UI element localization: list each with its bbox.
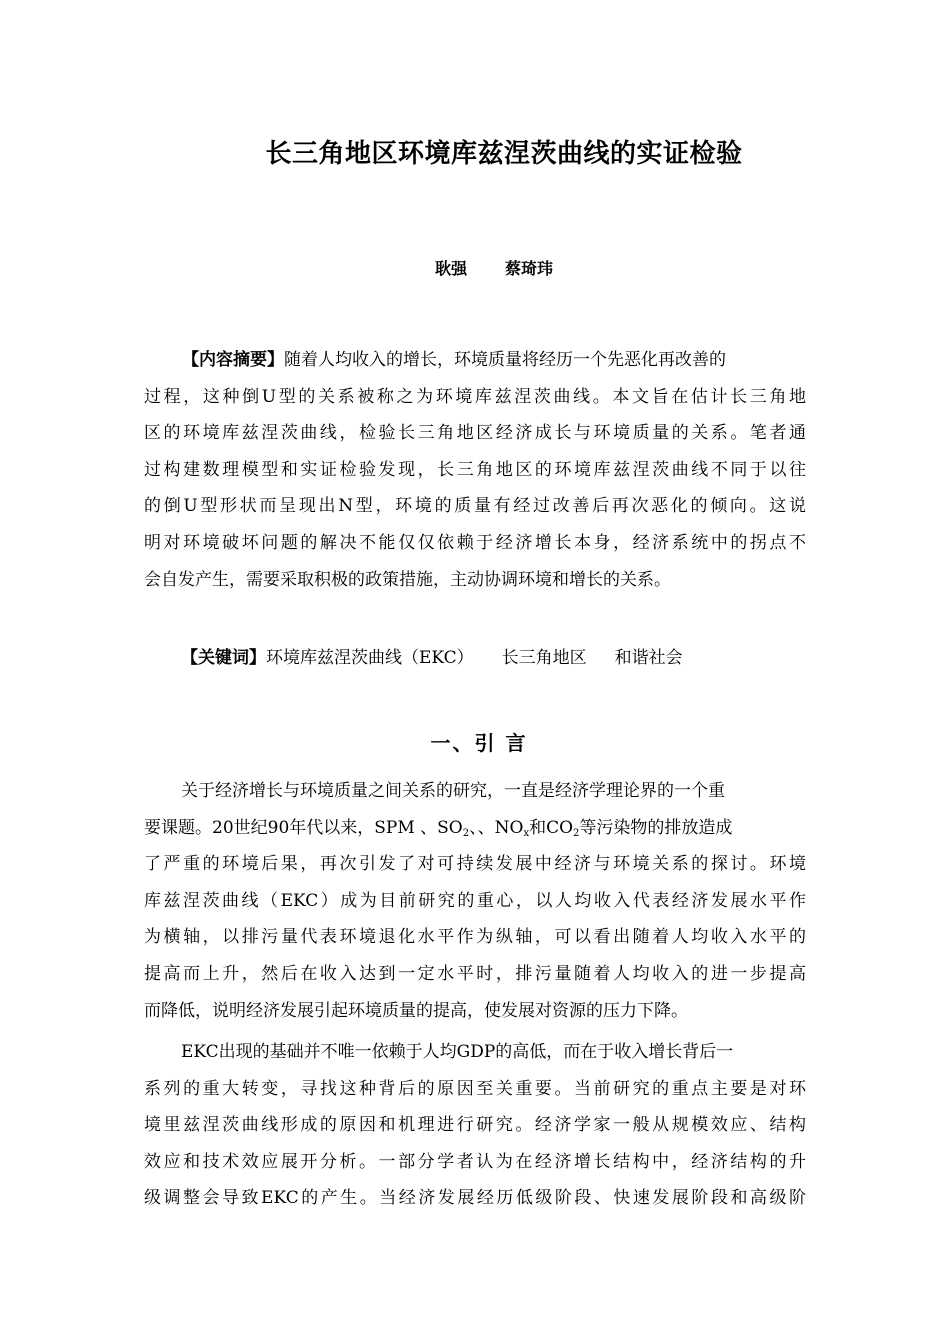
body-paragraph — [144, 1034, 806, 1217]
paragraph-line: 提高而上升，然后在收入达到一定水平时，排污量随着人均收入的进一步提高 — [144, 963, 806, 984]
paragraph-line: 关于经济增长与环境质量之间关系的研究，一直是经济学理论界的一个重 — [181, 781, 725, 801]
paragraph-line: 境里兹涅茨曲线形成的原因和机理进行研究。经济学家一般从规模效应、结构 — [144, 1115, 806, 1136]
paragraph-line: 库兹涅茨曲线（EKC）成为目前研究的重心，以人均收入代表经济发展水平作 — [144, 890, 806, 911]
abstract-line: 明对环境破坏问题的解决不能仅仅依赖于经济增长本身，经济系统中的拐点不 — [144, 532, 806, 553]
abstract-line: 过构建数理模型和实证检验发现，长三角地区的环境库兹涅茨曲线不同于以往 — [144, 459, 806, 480]
paragraph-line: 系列的重大转变，寻找这种背后的原因至关重要。当前研究的重点主要是对环 — [144, 1078, 806, 1099]
paragraph-line: EKC出现的基础并不唯一依赖于人均GDP的高低，而在于收入增长背后一 — [181, 1042, 734, 1062]
paragraph-line: 要课题。20世纪90年代以来，SPM 、$SO_2$、、$NO_x$和$CO_2$等污染物的排放造成 — [144, 817, 733, 839]
paragraph-line: 而降低，说明经济发展引起环境质量的提高，使发展对资源的压力下降。 — [144, 1000, 688, 1021]
paragraph-line: 了严重的环境后果，再次引发了对可持续发展中经济与环境关系的探讨。环境 — [144, 854, 806, 875]
keyword: 和谐社会 — [614, 648, 683, 668]
abstract-label: 【内容摘要】 — [182, 350, 284, 370]
abstract — [144, 342, 806, 598]
abstract-line: 区的环境库兹涅茨曲线，检验长三角地区经济成长与环境质量的关系。笔者通 — [144, 423, 806, 444]
abstract-line: 过程，这种倒U型的关系被称之为环境库兹涅茨曲线。本文旨在估计长三角地 — [144, 386, 806, 407]
keywords — [181, 640, 881, 676]
abstract-line: 【内容摘要】随着人均收入的增长，环境质量将经历一个先恶化再改善的 — [182, 350, 726, 370]
keyword: 环境库兹涅茨曲线（EKC） — [266, 648, 474, 668]
keywords-label: 【关键词】 — [181, 648, 266, 668]
keyword: 长三角地区 — [501, 648, 587, 668]
paper-title: 长三角地区环境库兹涅茨曲线的实证检验 — [265, 139, 743, 169]
section-heading: 一、引 言 — [430, 731, 528, 755]
paragraph-line: 为横轴，以排污量代表环境退化水平作为纵轴，可以看出随着人均收入水平的 — [144, 927, 806, 948]
paragraph-line: 效应和技术效应展开分析。一部分学者认为在经济增长结构中，经济结构的升 — [144, 1151, 806, 1172]
author-list — [0, 256, 950, 279]
author-name: 蔡琦玮 — [505, 259, 554, 278]
author-name: 耿强 — [434, 259, 467, 278]
body-paragraph — [144, 773, 806, 1029]
paragraph-line: 级调整会导致EKC的产生。当经济发展经历低级阶段、快速发展阶段和高级阶 — [144, 1188, 806, 1209]
abstract-line: 会自发产生，需要采取积极的政策措施，主动协调环境和增长的关系。 — [144, 569, 671, 590]
abstract-line: 的倒U型形状而呈现出N型，环境的质量有经过改善后再次恶化的倾向。这说 — [144, 496, 806, 517]
